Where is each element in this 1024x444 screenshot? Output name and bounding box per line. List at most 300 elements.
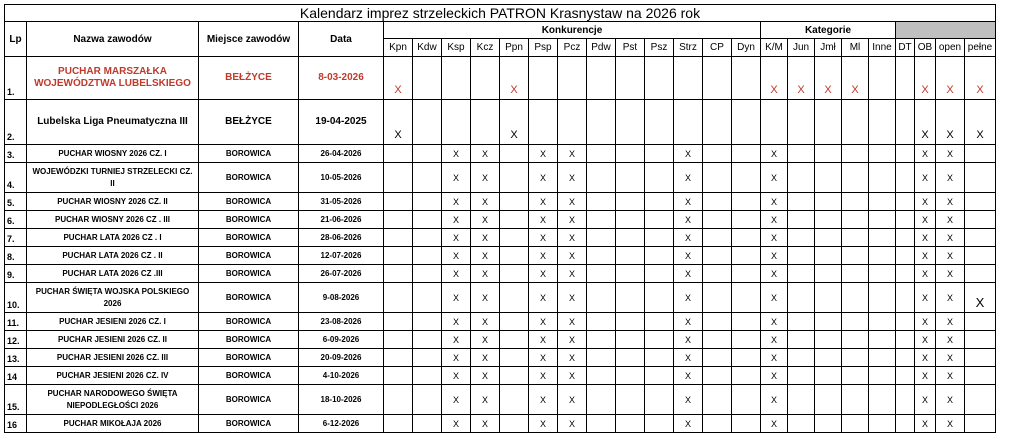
mark-strz: X <box>674 265 703 283</box>
mark-psz <box>645 145 674 163</box>
mark-pełne <box>965 211 996 229</box>
mark-open: X <box>936 367 965 385</box>
mark-kdw <box>413 265 442 283</box>
event-date: 10-05-2026 <box>299 163 384 193</box>
mark-kpn <box>384 193 413 211</box>
mark-kcz: X <box>471 367 500 385</box>
mark-pełne <box>965 265 996 283</box>
mark-open: X <box>936 193 965 211</box>
event-name: PUCHAR LATA 2026 CZ . I <box>27 229 199 247</box>
mark-strz: X <box>674 193 703 211</box>
mark-dyn <box>732 163 761 193</box>
mark-open: X <box>936 100 965 145</box>
event-place: BEŁŻYCE <box>199 100 299 145</box>
mark-kpn <box>384 331 413 349</box>
mark-kdw <box>413 145 442 163</box>
mark-pcz: X <box>558 211 587 229</box>
mark-dyn <box>732 331 761 349</box>
mark-ppn <box>500 163 529 193</box>
mark-ppn <box>500 283 529 313</box>
column-header-dt: DT <box>896 39 915 57</box>
mark-psp: X <box>529 385 558 415</box>
column-header-cp: CP <box>703 39 732 57</box>
mark-pst <box>616 313 645 331</box>
mark-pdw <box>587 283 616 313</box>
event-name: PUCHAR JESIENI 2026 CZ. I <box>27 313 199 331</box>
mark-pcz: X <box>558 283 587 313</box>
mark-pełne <box>965 145 996 163</box>
mark-k-m: X <box>761 57 788 100</box>
event-place: BOROWICA <box>199 415 299 433</box>
mark-pełne <box>965 229 996 247</box>
event-date: 12-07-2026 <box>299 247 384 265</box>
mark-jmł <box>815 367 842 385</box>
column-header-psz: Psz <box>645 39 674 57</box>
mark-ppn <box>500 331 529 349</box>
mark-ksp: X <box>442 385 471 415</box>
mark-inne <box>869 57 896 100</box>
mark-cp <box>703 145 732 163</box>
mark-k-m: X <box>761 283 788 313</box>
row-number: 13. <box>5 349 27 367</box>
mark-psp <box>529 100 558 145</box>
mark-cp <box>703 313 732 331</box>
mark-k-m: X <box>761 229 788 247</box>
events-calendar-table <box>4 4 996 433</box>
mark-cp <box>703 211 732 229</box>
mark-dt <box>896 385 915 415</box>
mark-cp <box>703 367 732 385</box>
mark-open: X <box>936 145 965 163</box>
column-header-kcz: Kcz <box>471 39 500 57</box>
page-title: Kalendarz imprez strzeleckich PATRON Krasnystaw na 2026 rok <box>5 5 996 22</box>
mark-ml <box>842 331 869 349</box>
column-header-jmł: Jmł <box>815 39 842 57</box>
row-number: 4. <box>5 163 27 193</box>
mark-ob: X <box>915 385 936 415</box>
mark-psp <box>529 57 558 100</box>
mark-kcz: X <box>471 193 500 211</box>
mark-psz <box>645 247 674 265</box>
mark-open: X <box>936 331 965 349</box>
mark-psp: X <box>529 367 558 385</box>
mark-kcz: X <box>471 349 500 367</box>
mark-psp: X <box>529 349 558 367</box>
mark-psz <box>645 367 674 385</box>
column-header-ml: Ml <box>842 39 869 57</box>
mark-strz: X <box>674 229 703 247</box>
mark-strz: X <box>674 163 703 193</box>
mark-pst <box>616 331 645 349</box>
mark-pełne: X <box>965 100 996 145</box>
mark-pst <box>616 193 645 211</box>
row-number: 12. <box>5 331 27 349</box>
row-number: 9. <box>5 265 27 283</box>
mark-ml <box>842 100 869 145</box>
mark-open: X <box>936 57 965 100</box>
mark-psp: X <box>529 193 558 211</box>
mark-ml <box>842 163 869 193</box>
mark-ppn <box>500 211 529 229</box>
mark-kcz: X <box>471 145 500 163</box>
event-name: PUCHAR JESIENI 2026 CZ. II <box>27 331 199 349</box>
mark-pcz <box>558 100 587 145</box>
mark-strz: X <box>674 331 703 349</box>
mark-dyn <box>732 415 761 433</box>
mark-ml <box>842 265 869 283</box>
event-name: PUCHAR WIOSNY 2026 CZ. II <box>27 193 199 211</box>
mark-pełne <box>965 313 996 331</box>
mark-psp: X <box>529 313 558 331</box>
mark-ksp: X <box>442 313 471 331</box>
mark-ppn: X <box>500 100 529 145</box>
header-konkurencje: Konkurencje <box>384 22 761 39</box>
column-header-jun: Jun <box>788 39 815 57</box>
mark-inne <box>869 367 896 385</box>
mark-kdw <box>413 247 442 265</box>
mark-ksp: X <box>442 193 471 211</box>
row-number: 1. <box>5 57 27 100</box>
mark-kdw <box>413 57 442 100</box>
mark-ob: X <box>915 211 936 229</box>
mark-ppn <box>500 145 529 163</box>
event-name: PUCHAR ŚWIĘTA WOJSKA POLSKIEGO 2026 <box>27 283 199 313</box>
mark-open: X <box>936 415 965 433</box>
mark-kcz: X <box>471 247 500 265</box>
mark-pst <box>616 283 645 313</box>
mark-ml <box>842 247 869 265</box>
mark-open: X <box>936 229 965 247</box>
mark-pełne <box>965 415 996 433</box>
column-header-kdw: Kdw <box>413 39 442 57</box>
table-row <box>5 211 996 229</box>
mark-pełne <box>965 349 996 367</box>
mark-kcz: X <box>471 331 500 349</box>
event-place: BOROWICA <box>199 211 299 229</box>
mark-ppn: X <box>500 57 529 100</box>
mark-k-m <box>761 100 788 145</box>
mark-pst <box>616 100 645 145</box>
mark-psz <box>645 265 674 283</box>
table-row <box>5 385 996 415</box>
mark-psp: X <box>529 211 558 229</box>
mark-open: X <box>936 283 965 313</box>
mark-kpn <box>384 145 413 163</box>
mark-strz <box>674 100 703 145</box>
mark-inne <box>869 349 896 367</box>
mark-kdw <box>413 349 442 367</box>
mark-dyn <box>732 313 761 331</box>
mark-pdw <box>587 145 616 163</box>
row-number: 6. <box>5 211 27 229</box>
row-number: 7. <box>5 229 27 247</box>
mark-dt <box>896 265 915 283</box>
mark-ppn <box>500 349 529 367</box>
event-place: BOROWICA <box>199 247 299 265</box>
mark-ob: X <box>915 193 936 211</box>
mark-pdw <box>587 193 616 211</box>
mark-pdw <box>587 229 616 247</box>
mark-dyn <box>732 57 761 100</box>
header-gray-block <box>896 22 996 39</box>
mark-jmł <box>815 265 842 283</box>
mark-strz <box>674 57 703 100</box>
mark-ob: X <box>915 229 936 247</box>
mark-dt <box>896 349 915 367</box>
mark-jmł <box>815 247 842 265</box>
mark-inne <box>869 313 896 331</box>
mark-jun <box>788 211 815 229</box>
mark-ob: X <box>915 415 936 433</box>
mark-strz: X <box>674 283 703 313</box>
mark-ml <box>842 385 869 415</box>
mark-jmł <box>815 100 842 145</box>
mark-ml: X <box>842 57 869 100</box>
mark-jun <box>788 193 815 211</box>
mark-jmł <box>815 229 842 247</box>
mark-kdw <box>413 415 442 433</box>
mark-cp <box>703 57 732 100</box>
mark-jmł <box>815 193 842 211</box>
mark-ml <box>842 145 869 163</box>
event-place: BOROWICA <box>199 349 299 367</box>
mark-pst <box>616 229 645 247</box>
table-row <box>5 247 996 265</box>
event-date: 6-12-2026 <box>299 415 384 433</box>
mark-kdw <box>413 100 442 145</box>
mark-dyn <box>732 229 761 247</box>
mark-cp <box>703 229 732 247</box>
mark-inne <box>869 247 896 265</box>
mark-jmł: X <box>815 57 842 100</box>
mark-jun <box>788 367 815 385</box>
mark-kpn <box>384 265 413 283</box>
event-place: BOROWICA <box>199 385 299 415</box>
mark-ml <box>842 313 869 331</box>
mark-kcz: X <box>471 415 500 433</box>
event-name: Lubelska Liga Pneumatyczna III <box>27 100 199 145</box>
row-number: 8. <box>5 247 27 265</box>
event-name: PUCHAR WIOSNY 2026 CZ. I <box>27 145 199 163</box>
mark-ml <box>842 349 869 367</box>
mark-dt <box>896 163 915 193</box>
mark-psz <box>645 331 674 349</box>
table-row <box>5 100 996 145</box>
mark-kcz: X <box>471 229 500 247</box>
mark-pcz: X <box>558 193 587 211</box>
mark-pst <box>616 247 645 265</box>
event-date: 26-04-2026 <box>299 145 384 163</box>
mark-dyn <box>732 367 761 385</box>
mark-pdw <box>587 313 616 331</box>
mark-jun <box>788 331 815 349</box>
mark-ksp <box>442 100 471 145</box>
mark-dt <box>896 145 915 163</box>
mark-pcz: X <box>558 229 587 247</box>
mark-pełne <box>965 163 996 193</box>
mark-jun <box>788 163 815 193</box>
mark-pdw <box>587 163 616 193</box>
mark-cp <box>703 265 732 283</box>
mark-kdw <box>413 283 442 313</box>
column-header-dyn: Dyn <box>732 39 761 57</box>
table-row <box>5 349 996 367</box>
mark-pcz: X <box>558 385 587 415</box>
mark-open: X <box>936 163 965 193</box>
mark-ob: X <box>915 331 936 349</box>
mark-dt <box>896 193 915 211</box>
row-number: 15. <box>5 385 27 415</box>
mark-psz <box>645 163 674 193</box>
mark-cp <box>703 385 732 415</box>
mark-pst <box>616 145 645 163</box>
mark-kpn <box>384 163 413 193</box>
event-date: 9-08-2026 <box>299 283 384 313</box>
mark-jmł <box>815 211 842 229</box>
mark-ksp: X <box>442 211 471 229</box>
table-row <box>5 313 996 331</box>
mark-pst <box>616 415 645 433</box>
event-name: PUCHAR LATA 2026 CZ .III <box>27 265 199 283</box>
mark-ml <box>842 415 869 433</box>
mark-kpn <box>384 283 413 313</box>
column-header-psp: Psp <box>529 39 558 57</box>
event-date: 6-09-2026 <box>299 331 384 349</box>
mark-strz: X <box>674 211 703 229</box>
mark-jun <box>788 100 815 145</box>
mark-inne <box>869 385 896 415</box>
mark-jmł <box>815 283 842 313</box>
mark-cp <box>703 100 732 145</box>
mark-dyn <box>732 193 761 211</box>
mark-strz: X <box>674 385 703 415</box>
mark-cp <box>703 283 732 313</box>
mark-inne <box>869 100 896 145</box>
event-place: BOROWICA <box>199 313 299 331</box>
mark-ppn <box>500 415 529 433</box>
mark-pełne <box>965 385 996 415</box>
header-lp: Lp <box>5 22 27 57</box>
mark-dt <box>896 331 915 349</box>
row-number: 2. <box>5 100 27 145</box>
mark-kpn <box>384 367 413 385</box>
mark-k-m: X <box>761 193 788 211</box>
mark-pdw <box>587 247 616 265</box>
mark-jun <box>788 313 815 331</box>
mark-pst <box>616 349 645 367</box>
mark-cp <box>703 247 732 265</box>
mark-ppn <box>500 229 529 247</box>
mark-inne <box>869 211 896 229</box>
mark-dt <box>896 415 915 433</box>
mark-kdw <box>413 193 442 211</box>
mark-psp: X <box>529 163 558 193</box>
column-header-inne: Inne <box>869 39 896 57</box>
mark-ob: X <box>915 247 936 265</box>
column-header-ksp: Ksp <box>442 39 471 57</box>
column-header-pełne: pełne <box>965 39 996 57</box>
mark-kcz <box>471 100 500 145</box>
event-date: 4-10-2026 <box>299 367 384 385</box>
mark-strz: X <box>674 367 703 385</box>
mark-strz: X <box>674 313 703 331</box>
mark-jmł <box>815 163 842 193</box>
mark-kdw <box>413 313 442 331</box>
mark-inne <box>869 331 896 349</box>
mark-jun <box>788 265 815 283</box>
mark-psz <box>645 100 674 145</box>
event-place: BOROWICA <box>199 265 299 283</box>
mark-dyn <box>732 385 761 415</box>
table-row <box>5 145 996 163</box>
event-date: 26-07-2026 <box>299 265 384 283</box>
event-name: PUCHAR LATA 2026 CZ . II <box>27 247 199 265</box>
mark-kdw <box>413 331 442 349</box>
mark-ksp <box>442 57 471 100</box>
table-row <box>5 163 996 193</box>
mark-jmł <box>815 415 842 433</box>
mark-open: X <box>936 349 965 367</box>
column-header-open: open <box>936 39 965 57</box>
event-place: BOROWICA <box>199 331 299 349</box>
mark-pcz: X <box>558 265 587 283</box>
mark-pst <box>616 265 645 283</box>
mark-ob: X <box>915 100 936 145</box>
mark-psz <box>645 385 674 415</box>
mark-jmł <box>815 385 842 415</box>
column-header-pst: Pst <box>616 39 645 57</box>
column-header-ob: OB <box>915 39 936 57</box>
mark-kdw <box>413 367 442 385</box>
mark-psz <box>645 349 674 367</box>
event-place: BOROWICA <box>199 283 299 313</box>
mark-ksp: X <box>442 415 471 433</box>
mark-dyn <box>732 211 761 229</box>
mark-open: X <box>936 313 965 331</box>
mark-kdw <box>413 163 442 193</box>
mark-strz: X <box>674 415 703 433</box>
mark-dyn <box>732 100 761 145</box>
mark-ppn <box>500 385 529 415</box>
mark-pst <box>616 367 645 385</box>
mark-ml <box>842 229 869 247</box>
mark-k-m: X <box>761 145 788 163</box>
table-row <box>5 415 996 433</box>
mark-ml <box>842 193 869 211</box>
mark-cp <box>703 331 732 349</box>
mark-pdw <box>587 211 616 229</box>
calendar-sheet <box>4 4 996 433</box>
header-kategorie: Kategorie <box>761 22 896 39</box>
event-date: 23-08-2026 <box>299 313 384 331</box>
row-number: 10. <box>5 283 27 313</box>
event-date: 8-03-2026 <box>299 57 384 100</box>
event-name: PUCHAR JESIENI 2026 CZ. IV <box>27 367 199 385</box>
table-row <box>5 57 996 100</box>
mark-k-m: X <box>761 265 788 283</box>
mark-ml <box>842 211 869 229</box>
column-header-k-m: K/M <box>761 39 788 57</box>
mark-ml <box>842 367 869 385</box>
mark-kpn: X <box>384 57 413 100</box>
row-number: 14 <box>5 367 27 385</box>
mark-k-m: X <box>761 163 788 193</box>
mark-psz <box>645 57 674 100</box>
event-place: BOROWICA <box>199 145 299 163</box>
mark-open: X <box>936 265 965 283</box>
mark-pst <box>616 211 645 229</box>
mark-dt <box>896 57 915 100</box>
